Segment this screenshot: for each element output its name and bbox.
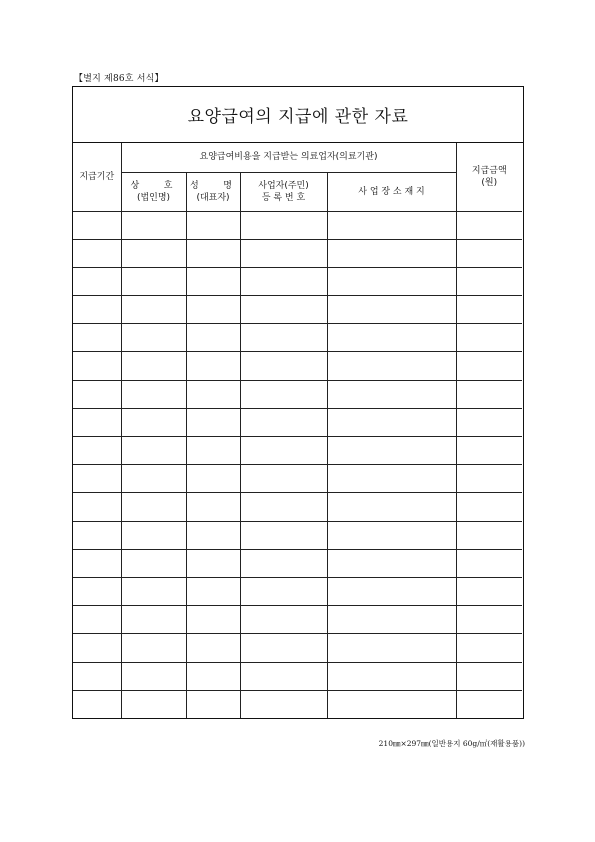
table-cell[interactable] (327, 634, 456, 662)
table-cell[interactable] (327, 606, 456, 634)
table-cell[interactable] (73, 296, 121, 324)
table-cell[interactable] (456, 690, 522, 718)
table-row (73, 211, 522, 239)
table-cell[interactable] (240, 324, 327, 352)
payment-table (73, 143, 522, 718)
table-row (73, 662, 522, 690)
header-amount-line1: 지급금액 (471, 165, 507, 176)
table-cell[interactable] (327, 437, 456, 465)
header-name-line2: (대표자) (196, 192, 230, 203)
table-cell[interactable] (456, 380, 522, 408)
table-cell[interactable] (240, 296, 327, 324)
table-cell[interactable] (73, 634, 121, 662)
table-cell[interactable] (73, 493, 121, 521)
table-cell[interactable] (456, 493, 522, 521)
table-cell[interactable] (186, 493, 240, 521)
table-cell[interactable] (240, 549, 327, 577)
header-trade-name (121, 172, 186, 211)
table-cell[interactable] (121, 211, 186, 239)
table-cell[interactable] (327, 211, 456, 239)
table-cell[interactable] (240, 577, 327, 605)
table-row (73, 324, 522, 352)
table-cell[interactable] (456, 437, 522, 465)
table-cell[interactable] (73, 606, 121, 634)
table-row (73, 437, 522, 465)
header-biz-no (240, 172, 327, 211)
table-cell[interactable] (121, 577, 186, 605)
table-cell[interactable] (327, 267, 456, 295)
table-cell[interactable] (186, 437, 240, 465)
table-row (73, 634, 522, 662)
table-cell[interactable] (186, 267, 240, 295)
table-cell[interactable] (73, 437, 121, 465)
table-row (73, 493, 522, 521)
table-cell[interactable] (186, 662, 240, 690)
table-cell[interactable] (73, 352, 121, 380)
table-cell[interactable] (121, 267, 186, 295)
table-cell[interactable] (73, 690, 121, 718)
table-cell[interactable] (456, 239, 522, 267)
table-cell[interactable] (186, 296, 240, 324)
table-cell[interactable] (186, 465, 240, 493)
table-cell[interactable] (240, 662, 327, 690)
table-cell[interactable] (121, 549, 186, 577)
header-name-line1: 성 명 (190, 180, 236, 191)
table-cell[interactable] (240, 437, 327, 465)
header-biz-no-line1: 사업자(주민) (258, 180, 309, 191)
table-row (73, 267, 522, 295)
table-cell[interactable] (121, 296, 186, 324)
table-cell[interactable] (456, 296, 522, 324)
table-cell[interactable] (456, 577, 522, 605)
form-frame (72, 86, 524, 719)
paper-spec-note: 210㎜×297㎜(일반용지 60g/㎡(재활용품)) (378, 739, 525, 748)
table-cell[interactable] (186, 521, 240, 549)
table-cell[interactable] (73, 549, 121, 577)
table-cell[interactable] (327, 380, 456, 408)
table-cell[interactable] (240, 380, 327, 408)
header-address: 사 업 장 소 재 지 (327, 172, 456, 211)
table-cell[interactable] (186, 577, 240, 605)
table-cell[interactable] (186, 380, 240, 408)
table-row (73, 577, 522, 605)
header-amount (456, 143, 522, 211)
table-cell[interactable] (121, 606, 186, 634)
table-cell[interactable] (240, 606, 327, 634)
table-cell[interactable] (186, 211, 240, 239)
table-cell[interactable] (327, 324, 456, 352)
table-cell[interactable] (121, 324, 186, 352)
header-period: 지급기간 (73, 143, 121, 211)
header-name (186, 172, 240, 211)
table-cell[interactable] (327, 296, 456, 324)
table-cell[interactable] (240, 634, 327, 662)
table-row (73, 690, 522, 718)
header-trade-name-line1: 상 호 (130, 180, 177, 191)
table-cell[interactable] (186, 606, 240, 634)
table-cell[interactable] (121, 380, 186, 408)
table-cell[interactable] (186, 239, 240, 267)
table-cell[interactable] (73, 465, 121, 493)
table-cell[interactable] (240, 493, 327, 521)
table-cell[interactable] (240, 239, 327, 267)
table-cell[interactable] (186, 549, 240, 577)
table-cell[interactable] (186, 408, 240, 436)
table-cell[interactable] (327, 521, 456, 549)
table-cell[interactable] (327, 408, 456, 436)
table-cell[interactable] (121, 493, 186, 521)
table-cell[interactable] (73, 408, 121, 436)
table-cell[interactable] (327, 239, 456, 267)
table-cell[interactable] (240, 521, 327, 549)
table-row (73, 239, 522, 267)
table-cell[interactable] (121, 239, 186, 267)
table-cell[interactable] (456, 634, 522, 662)
header-provider-group: 요양급여비용을 지급받는 의료업자(의료기관) (121, 143, 456, 172)
table-cell[interactable] (456, 324, 522, 352)
table-cell[interactable] (121, 662, 186, 690)
table-cell[interactable] (121, 437, 186, 465)
table-cell[interactable] (327, 352, 456, 380)
header-biz-no-line2: 등 록 번 호 (261, 192, 306, 203)
form-number-label: 【별지 제86호 서식】 (74, 74, 164, 84)
table-cell[interactable] (121, 521, 186, 549)
table-cell[interactable] (456, 662, 522, 690)
table-cell[interactable] (121, 408, 186, 436)
table-cell[interactable] (121, 352, 186, 380)
header-trade-name-line2: (법인명) (136, 192, 171, 203)
table-cell[interactable] (327, 465, 456, 493)
table-cell[interactable] (456, 211, 522, 239)
form-title: 요양급여의 지급에 관한 자료 (73, 87, 523, 143)
table-cell[interactable] (73, 211, 121, 239)
table-cell[interactable] (73, 324, 121, 352)
table-cell[interactable] (327, 577, 456, 605)
table-cell[interactable] (73, 380, 121, 408)
table-cell[interactable] (73, 662, 121, 690)
table-row (73, 465, 522, 493)
table-cell[interactable] (456, 521, 522, 549)
table-cell[interactable] (121, 465, 186, 493)
table-cell[interactable] (456, 352, 522, 380)
table-cell[interactable] (186, 634, 240, 662)
table-row (73, 606, 522, 634)
header-amount-line2: (원) (481, 177, 498, 188)
table-cell[interactable] (121, 690, 186, 718)
table-cell[interactable] (240, 211, 327, 239)
table-cell[interactable] (327, 549, 456, 577)
table-row (73, 296, 522, 324)
table-cell[interactable] (186, 352, 240, 380)
table-cell[interactable] (73, 577, 121, 605)
table-cell[interactable] (456, 267, 522, 295)
table-row (73, 380, 522, 408)
table-cell[interactable] (456, 549, 522, 577)
table-row (73, 521, 522, 549)
table-cell[interactable] (456, 606, 522, 634)
table-cell[interactable] (327, 493, 456, 521)
table-cell[interactable] (327, 662, 456, 690)
table-cell[interactable] (73, 267, 121, 295)
table-row (73, 352, 522, 380)
table-cell[interactable] (240, 690, 327, 718)
table-cell[interactable] (240, 352, 327, 380)
table-cell[interactable] (240, 267, 327, 295)
table-cell[interactable] (186, 690, 240, 718)
table-row (73, 408, 522, 436)
table-cell[interactable] (121, 634, 186, 662)
table-cell[interactable] (73, 239, 121, 267)
table-cell[interactable] (240, 465, 327, 493)
table-cell[interactable] (186, 324, 240, 352)
table-cell[interactable] (73, 521, 121, 549)
table-row (73, 549, 522, 577)
table-cell[interactable] (240, 408, 327, 436)
table-cell[interactable] (456, 408, 522, 436)
table-cell[interactable] (327, 690, 456, 718)
table-cell[interactable] (456, 465, 522, 493)
